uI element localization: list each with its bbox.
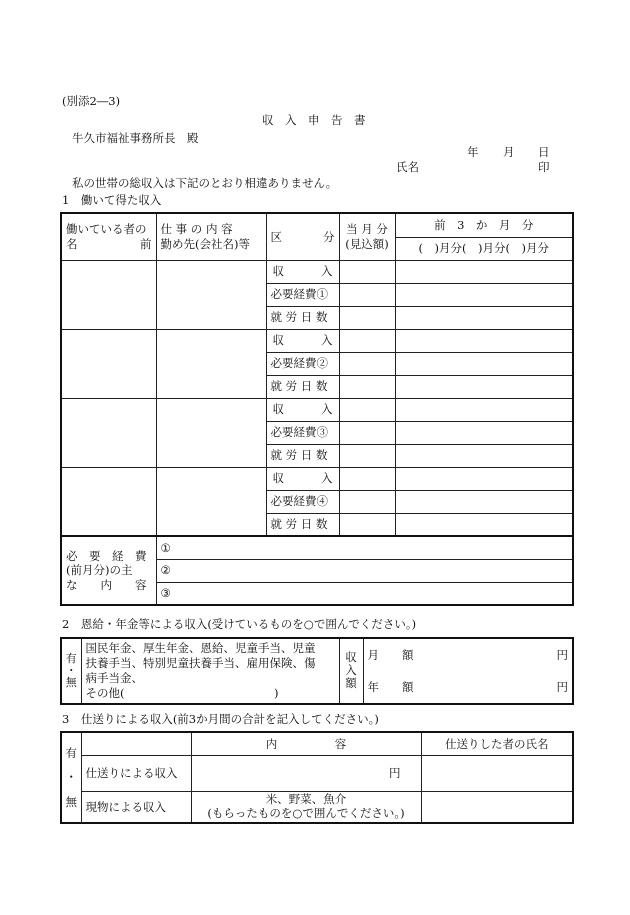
prev-months-income-cell[interactable]	[395, 329, 573, 352]
current-month-expense-cell[interactable]	[339, 352, 395, 375]
job-content-cell[interactable]	[156, 467, 266, 536]
current-month-income-cell[interactable]	[339, 260, 395, 283]
pension-yearly-amount[interactable]: 年 額 円	[363, 671, 573, 704]
current-month-expense-cell[interactable]	[339, 283, 395, 306]
pension-amount-label: 収 入 額	[339, 638, 363, 704]
row-label-cash-remittance: 仕送りによる収入	[81, 755, 191, 791]
prev-months-expense-cell[interactable]	[395, 352, 573, 375]
cash-remittance-amount[interactable]: 円	[191, 755, 421, 791]
col-header-category: 区 分	[266, 213, 339, 260]
col-header-content: 内 容	[191, 732, 421, 755]
col-header-sender-name: 仕送りした者の氏名	[421, 732, 573, 755]
prev-months-days-cell[interactable]	[395, 306, 573, 329]
prev-months-expense-cell[interactable]	[395, 421, 573, 444]
prev-months-expense-cell[interactable]	[395, 490, 573, 513]
job-content-cell[interactable]	[156, 260, 266, 329]
prev-months-expense-cell[interactable]	[395, 283, 573, 306]
current-month-days-cell[interactable]	[339, 306, 395, 329]
earned-income-table	[60, 212, 574, 606]
pension-type-list[interactable]: 国民年金、厚生年金、恩給、児童手当、児童 扶養手当、特別児童扶養手当、雇用保険、傷 病手当金、 その他( )	[81, 638, 339, 704]
row-label-income: 収 入	[266, 329, 339, 352]
col-header-worker-name: 働いている者の 名 前	[61, 213, 156, 260]
row-label-work-days: 就 労 日 数	[266, 444, 339, 467]
job-content-cell[interactable]	[156, 398, 266, 467]
pension-monthly-amount[interactable]: 月 額 円	[363, 638, 573, 671]
expense-detail-3[interactable]: ③	[156, 582, 573, 605]
worker-name-cell[interactable]	[61, 329, 156, 398]
current-month-days-cell[interactable]	[339, 513, 395, 536]
remittance-corner-cell	[81, 732, 191, 755]
row-label-expense: 必要経費①	[266, 283, 339, 306]
goods-options[interactable]: 米、野菜、魚介 (もらったものを○で囲んでください。)	[191, 791, 421, 823]
current-month-expense-cell[interactable]	[339, 490, 395, 513]
declaration-text: 私の世帯の総収入は下記のとおり相違ありません。	[72, 176, 338, 190]
worker-name-cell[interactable]	[61, 260, 156, 329]
document-title: 収 入 申 告 書	[262, 113, 366, 127]
row-label-work-days: 就 労 日 数	[266, 513, 339, 536]
date-year-label: 年	[467, 145, 479, 159]
applicant-name-label: 氏名	[396, 160, 419, 174]
remittance-income-table	[60, 731, 574, 824]
pension-yes-no[interactable]: 有 ・ 無	[61, 638, 81, 704]
col-header-prev-months-detail: ( )月分( )月分( )月分	[395, 237, 573, 260]
expense-detail-1[interactable]: ①	[156, 536, 573, 559]
addressee: 牛久市福祉事務所長 殿	[72, 131, 199, 145]
row-label-work-days: 就 労 日 数	[266, 375, 339, 398]
worker-name-cell[interactable]	[61, 467, 156, 536]
prev-months-income-cell[interactable]	[395, 260, 573, 283]
prev-months-days-cell[interactable]	[395, 513, 573, 536]
date-month-label: 月	[503, 145, 515, 159]
pension-income-table	[60, 637, 574, 705]
row-label-goods: 現物による収入	[81, 791, 191, 823]
row-label-work-days: 就 労 日 数	[266, 306, 339, 329]
job-content-cell[interactable]	[156, 329, 266, 398]
row-label-income: 収 入	[266, 398, 339, 421]
prev-months-days-cell[interactable]	[395, 444, 573, 467]
worker-name-cell[interactable]	[61, 398, 156, 467]
row-label-expense: 必要経費④	[266, 490, 339, 513]
prev-months-income-cell[interactable]	[395, 398, 573, 421]
current-month-income-cell[interactable]	[339, 467, 395, 490]
col-header-job: 仕 事 の 内 容 勤め先(会社名)等	[156, 213, 266, 260]
row-label-expense: 必要経費②	[266, 352, 339, 375]
current-month-income-cell[interactable]	[339, 398, 395, 421]
cash-remittance-sender[interactable]	[421, 755, 573, 791]
expense-detail-2[interactable]: ②	[156, 559, 573, 582]
date-day-label: 日	[538, 145, 550, 159]
remittance-yes-no[interactable]: 有 ・ 無	[61, 732, 81, 823]
section2-heading: 2 恩給・年金等による収入(受けているものを○で囲んでください。)	[62, 617, 417, 631]
row-label-expense: 必要経費③	[266, 421, 339, 444]
current-month-expense-cell[interactable]	[339, 421, 395, 444]
prev-months-days-cell[interactable]	[395, 375, 573, 398]
row-label-income: 収 入	[266, 467, 339, 490]
goods-sender[interactable]	[421, 791, 573, 823]
col-header-current-month: 当 月 分 (見込額)	[339, 213, 395, 260]
attachment-number: (別添2―3)	[62, 94, 121, 108]
current-month-days-cell[interactable]	[339, 444, 395, 467]
current-month-days-cell[interactable]	[339, 375, 395, 398]
seal-mark: 印	[538, 160, 550, 174]
prev-months-income-cell[interactable]	[395, 467, 573, 490]
expense-detail-label: 必 要 経 費 (前月分)の主 な 内 容	[61, 536, 156, 605]
col-header-prev-3-months: 前 3 か 月 分	[395, 213, 573, 237]
current-month-income-cell[interactable]	[339, 329, 395, 352]
row-label-income: 収 入	[266, 260, 339, 283]
section3-heading: 3 仕送りによる収入(前3か月間の合計を記入してください。)	[62, 712, 379, 726]
section1-heading: 1 働いて得た収入	[62, 193, 162, 207]
